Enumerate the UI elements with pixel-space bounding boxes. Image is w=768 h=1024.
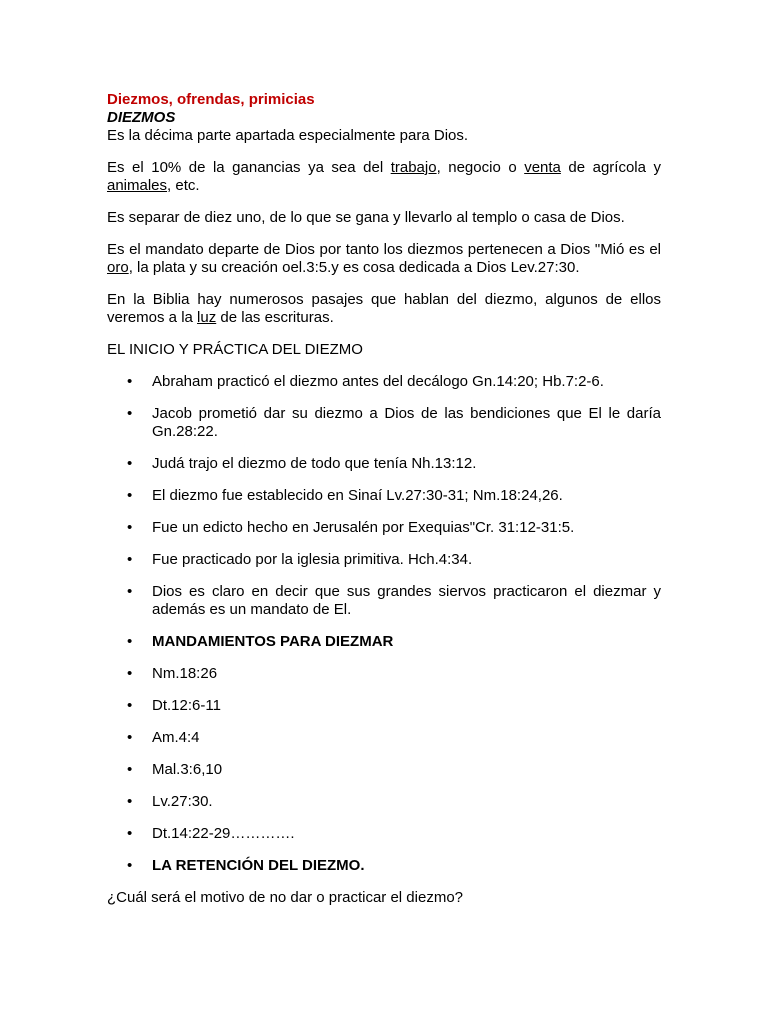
bullet-icon: •	[127, 487, 133, 504]
list-item-text: Abraham practicó el diezmo antes del decálogo Gn.14:20; Hb.7:2-6.	[152, 373, 604, 390]
text-run: , la plata y su creación oel.3:5.y es cosa dedicada a Dios Lev.27:30.	[128, 259, 580, 276]
link-luz[interactable]: luz	[197, 309, 217, 326]
bullet-icon: •	[127, 551, 133, 568]
list-item-text: Dt.14:22-29………….	[152, 825, 295, 842]
text-run: Es el 10% de la ganancias ya sea del	[107, 159, 391, 176]
list-item-text: Am.4:4	[152, 729, 200, 746]
list-item-text: Dios es claro en decir que sus grandes siervos practicaron el diezmar y además es un mandato de El.	[152, 583, 661, 618]
bullet-icon: •	[127, 729, 133, 746]
text-run: , etc.	[167, 177, 200, 194]
list-item	[107, 583, 661, 619]
bullet-icon: •	[127, 373, 133, 390]
list-item	[107, 519, 661, 537]
bullet-icon: •	[127, 633, 133, 650]
bullet-icon: •	[127, 825, 133, 842]
list-item-heading	[107, 633, 661, 651]
document-page	[107, 91, 661, 921]
list-item	[107, 825, 661, 843]
bullet-icon: •	[127, 697, 133, 714]
list-item-text: Judá trajo el diezmo de todo que tenía Nh.13:12.	[152, 455, 477, 472]
bullet-icon: •	[127, 665, 133, 682]
list-item-text: Nm.18:26	[152, 665, 218, 682]
list-item	[107, 487, 661, 505]
list-item	[107, 373, 661, 391]
bullet-icon: •	[127, 455, 133, 472]
bullet-icon: •	[127, 793, 133, 810]
list-item	[107, 455, 661, 473]
list-item-text: Lv.27:30.	[152, 793, 213, 810]
list-item	[107, 793, 661, 811]
bullet-icon: •	[127, 761, 133, 778]
link-oro[interactable]: oro	[107, 259, 129, 276]
bullet-icon: •	[127, 519, 133, 536]
practice-list	[107, 373, 661, 875]
link-trabajo[interactable]: trabajo	[390, 159, 437, 176]
list-item-text: LA RETENCIÓN DEL DIEZMO.	[152, 857, 365, 874]
document-title: Diezmos, ofrendas, primicias	[107, 91, 315, 108]
section-heading: EL INICIO Y PRÁCTICA DEL DIEZMO	[107, 341, 363, 358]
bullet-icon: •	[127, 405, 133, 422]
intro-paragraph: Es la décima parte apartada especialmente para Dios.	[107, 127, 469, 144]
list-item	[107, 761, 661, 779]
list-item	[107, 405, 661, 441]
link-animales[interactable]: animales	[107, 177, 168, 194]
list-item-text: El diezmo fue establecido en Sinaí Lv.27:30-31; Nm.18:24,26.	[152, 487, 563, 504]
text-run: de agrícola y	[560, 159, 662, 176]
list-item-text: MANDAMIENTOS PARA DIEZMAR	[152, 633, 394, 650]
list-item-text: Jacob prometió dar su diezmo a Dios de las bendiciones que El le daría Gn.28:22.	[152, 405, 661, 440]
list-item-text: Fue un edicto hecho en Jerusalén por Exequias"Cr. 31:12-31:5.	[152, 519, 575, 536]
list-item-text: Mal.3:6,10	[152, 761, 223, 778]
mandate-paragraph	[107, 241, 661, 277]
list-item	[107, 729, 661, 747]
text-run: Es el mandato departe de Dios por tanto los diezmos pertenecen a Dios "Mió es el	[107, 241, 661, 258]
list-item	[107, 665, 661, 683]
list-item-text: Fue practicado por la iglesia primitiva. Hch.4:34.	[152, 551, 473, 568]
list-item	[107, 697, 661, 715]
bullet-icon: •	[127, 583, 133, 600]
list-item	[107, 551, 661, 569]
list-item-text: Dt.12:6-11	[152, 697, 221, 714]
text-run: , negocio o	[436, 159, 525, 176]
closing-question: ¿Cuál será el motivo de no dar o practicar el diezmo?	[107, 889, 464, 906]
bullet-icon: •	[127, 857, 133, 874]
separate-paragraph: Es separar de diez uno, de lo que se gana y llevarlo al templo o casa de Dios.	[107, 209, 625, 226]
text-run: de las escrituras.	[216, 309, 334, 326]
section-subtitle: DIEZMOS	[107, 109, 176, 126]
percentage-paragraph	[107, 159, 661, 195]
list-item-heading	[107, 857, 661, 875]
text-run: En la Biblia hay numerosos pasajes que hablan del diezmo, algunos de ellos veremos a la	[107, 291, 661, 326]
bible-paragraph	[107, 291, 661, 327]
link-venta[interactable]: venta	[524, 159, 561, 176]
